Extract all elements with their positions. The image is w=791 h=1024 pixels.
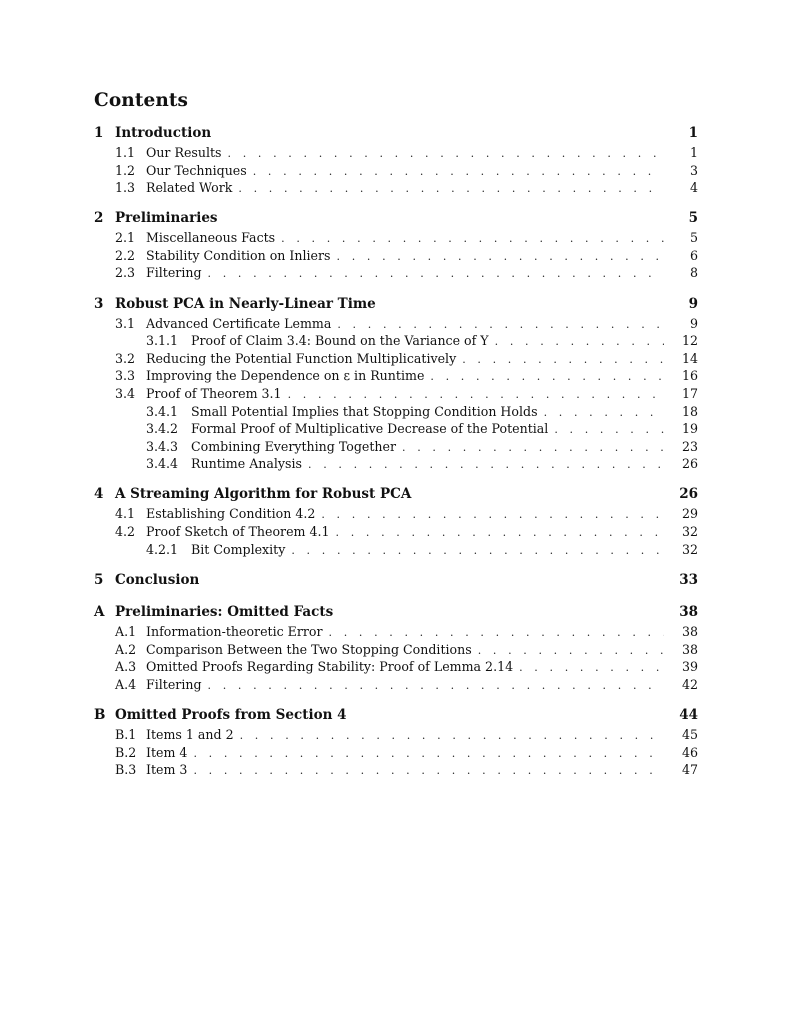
- entry-page-number: 16: [681, 368, 698, 384]
- entry-title: Items 1 and 2: [146, 727, 234, 743]
- entry-number: 1.3: [115, 180, 136, 196]
- toc-entry-subsection[interactable]: [94, 727, 698, 745]
- entry-page-number: 14: [681, 350, 698, 366]
- entry-title: Filtering: [146, 265, 202, 281]
- toc-section-1: [94, 125, 698, 198]
- entry-title: Runtime Analysis: [191, 456, 303, 472]
- entry-page-number: 8: [689, 265, 698, 281]
- toc-entry-section[interactable]: [94, 296, 698, 316]
- toc-entry-section[interactable]: [94, 707, 698, 727]
- entry-title: Information-theoretic Error: [146, 624, 323, 640]
- entry-page-number: 12: [681, 333, 698, 349]
- toc-entry-subsection[interactable]: [94, 506, 698, 524]
- section-page-number: 9: [688, 295, 698, 312]
- toc-entry-subsection[interactable]: [94, 762, 698, 780]
- section-number: 3: [94, 295, 104, 312]
- toc-entry-section[interactable]: [94, 486, 698, 506]
- entry-title: Improving the Dependence on ε in Runtime: [146, 368, 425, 384]
- entry-number: 3.4.4: [146, 456, 179, 472]
- entry-title: Omitted Proofs Regarding Stability: Proof of Lemma 2.14: [146, 659, 514, 675]
- section-number: B: [94, 707, 106, 724]
- section-title: Introduction: [115, 125, 212, 141]
- toc-entry-subsection[interactable]: [94, 386, 698, 404]
- entry-title: Small Potential Implies that Stopping Condition Holds: [191, 403, 538, 419]
- entry-title: Related Work: [146, 180, 233, 196]
- dot-leader: [238, 182, 664, 195]
- toc-entry-subsection[interactable]: [94, 145, 698, 163]
- toc-entry-subsection[interactable]: [94, 351, 698, 369]
- entry-title: Comparison Between the Two Stopping Conditions: [146, 641, 472, 657]
- toc-entry-subsection[interactable]: [94, 316, 698, 334]
- entry-number: 3.4.3: [146, 438, 179, 454]
- section-page-number: 26: [679, 486, 698, 503]
- section-number: 2: [94, 210, 104, 227]
- dot-leader: [193, 764, 664, 777]
- toc-section-4: [94, 486, 698, 559]
- toc-entry-subsection[interactable]: [94, 745, 698, 763]
- entry-page-number: 4: [689, 180, 698, 196]
- section-number: 1: [94, 125, 104, 141]
- toc-entry-subsubsection[interactable]: [94, 542, 698, 560]
- toc-entry-subsubsection[interactable]: [94, 456, 698, 474]
- entry-title: Proof of Theorem 3.1: [146, 385, 282, 401]
- entry-number: 2.2: [115, 247, 136, 263]
- entry-number: 3.4.2: [146, 421, 179, 437]
- section-title: Preliminaries: Omitted Facts: [115, 604, 334, 621]
- entry-title: Stability Condition on Inliers: [146, 247, 331, 263]
- dot-leader: [462, 353, 664, 366]
- section-page-number: 33: [679, 571, 698, 588]
- dot-leader: [208, 679, 664, 692]
- table-of-contents: [94, 125, 698, 792]
- section-title: Preliminaries: [115, 210, 218, 227]
- entry-page-number: 38: [681, 624, 698, 640]
- entry-page-number: 9: [689, 315, 698, 331]
- entry-title: Formal Proof of Multiplicative Decrease of the Potential: [191, 421, 549, 437]
- dot-leader: [321, 508, 664, 521]
- dot-leader: [336, 526, 664, 539]
- section-title: Robust PCA in Nearly-Linear Time: [115, 295, 376, 312]
- toc-entry-section[interactable]: [94, 125, 698, 145]
- toc-section-5: [94, 572, 698, 592]
- section-number: 5: [94, 571, 104, 588]
- entry-title: Proof Sketch of Theorem 4.1: [146, 524, 330, 539]
- section-page-number: 5: [688, 210, 698, 227]
- toc-entry-section[interactable]: [94, 604, 698, 624]
- toc-section-2: [94, 210, 698, 283]
- entry-page-number: 6: [689, 247, 698, 263]
- toc-entry-subsubsection[interactable]: [94, 439, 698, 457]
- entry-title: Reducing the Potential Function Multiplicatively: [146, 350, 457, 366]
- toc-entry-subsubsection[interactable]: [94, 333, 698, 351]
- entry-number: A.1: [115, 624, 137, 640]
- entry-page-number: 39: [681, 659, 698, 675]
- entry-number: A.4: [115, 676, 137, 692]
- toc-entry-subsection[interactable]: [94, 524, 698, 542]
- toc-entry-subsection[interactable]: [94, 624, 698, 642]
- entry-title: Advanced Certificate Lemma: [146, 315, 332, 331]
- dot-leader: [193, 747, 664, 760]
- entry-page-number: 17: [681, 385, 698, 401]
- dot-leader: [544, 406, 664, 419]
- dot-leader: [281, 232, 664, 245]
- entry-title: Miscellaneous Facts: [146, 230, 276, 246]
- entry-number: 4.2.1: [146, 541, 179, 557]
- entry-number: 3.4: [115, 385, 136, 401]
- dot-leader: [495, 335, 664, 348]
- entry-page-number: 32: [681, 524, 698, 539]
- entry-number: 1.1: [115, 145, 136, 160]
- toc-entry-subsubsection[interactable]: [94, 421, 698, 439]
- entry-number: B.2: [115, 744, 137, 760]
- dot-leader: [554, 423, 664, 436]
- entry-page-number: 18: [681, 403, 698, 419]
- dot-leader: [288, 388, 664, 401]
- entry-number: 4.1: [115, 506, 136, 522]
- toc-entry-subsection[interactable]: [94, 642, 698, 660]
- toc-entry-subsection[interactable]: [94, 180, 698, 198]
- toc-section-3: [94, 296, 698, 474]
- entry-title: Proof of Claim 3.4: Bound on the Variance of Y: [191, 333, 489, 349]
- entry-number: 4.2: [115, 524, 136, 539]
- dot-leader: [430, 370, 664, 383]
- section-title: Omitted Proofs from Section 4: [115, 707, 347, 724]
- toc-section-b: [94, 707, 698, 780]
- entry-number: B.3: [115, 762, 137, 778]
- entry-number: 1.2: [115, 162, 136, 178]
- entry-page-number: 5: [689, 230, 698, 246]
- entry-number: 3.3: [115, 368, 136, 384]
- entry-page-number: 47: [681, 762, 698, 778]
- toc-entry-subsection[interactable]: [94, 163, 698, 181]
- section-title: Conclusion: [115, 571, 200, 588]
- entry-title: Establishing Condition 4.2: [146, 506, 316, 522]
- dot-leader: [253, 165, 664, 178]
- section-number: A: [94, 604, 105, 621]
- section-page-number: 44: [679, 707, 698, 724]
- toc-entry-subsection[interactable]: [94, 265, 698, 283]
- toc-entry-subsubsection[interactable]: [94, 404, 698, 422]
- dot-leader: [478, 644, 664, 657]
- entry-number: 2.3: [115, 265, 136, 281]
- entry-number: 3.1.1: [146, 333, 179, 349]
- entry-number: 3.2: [115, 350, 136, 366]
- entry-page-number: 29: [681, 506, 698, 522]
- entry-number: 2.1: [115, 230, 136, 246]
- dot-leader: [240, 729, 664, 742]
- entry-number: 3.4.1: [146, 403, 179, 419]
- entry-title: Filtering: [146, 676, 202, 692]
- toc-entry-subsection[interactable]: [94, 248, 698, 266]
- entry-title: Combining Everything Together: [191, 438, 396, 454]
- entry-title: Our Results: [146, 145, 222, 160]
- entry-page-number: 26: [681, 456, 698, 472]
- entry-page-number: 1: [689, 145, 698, 160]
- toc-entry-subsection[interactable]: [94, 230, 698, 248]
- entry-page-number: 42: [681, 676, 698, 692]
- entry-number: A.2: [115, 641, 137, 657]
- entry-number: A.3: [115, 659, 137, 675]
- dot-leader: [519, 661, 664, 674]
- dot-leader: [337, 250, 665, 263]
- entry-page-number: 19: [681, 421, 698, 437]
- entry-title: Bit Complexity: [191, 541, 286, 557]
- entry-title: Item 3: [146, 762, 188, 778]
- section-page-number: 1: [688, 125, 698, 141]
- toc-entry-section[interactable]: [94, 210, 698, 230]
- toc-entry-subsection[interactable]: [94, 677, 698, 695]
- dot-leader: [337, 318, 664, 331]
- section-title: A Streaming Algorithm for Robust PCA: [115, 486, 412, 503]
- entry-number: B.1: [115, 727, 137, 743]
- dot-leader: [291, 544, 664, 557]
- contents-heading: Contents: [94, 90, 189, 111]
- entry-page-number: 45: [681, 727, 698, 743]
- entry-page-number: 32: [681, 541, 698, 557]
- entry-page-number: 38: [681, 641, 698, 657]
- toc-entry-section[interactable]: [94, 572, 698, 592]
- entry-page-number: 23: [681, 438, 698, 454]
- dot-leader: [308, 458, 664, 471]
- dot-leader: [402, 441, 664, 454]
- entry-page-number: 46: [681, 744, 698, 760]
- section-number: 4: [94, 486, 104, 503]
- entry-number: 3.1: [115, 315, 136, 331]
- toc-section-a: [94, 604, 698, 694]
- entry-page-number: 3: [689, 162, 698, 178]
- entry-title: Our Techniques: [146, 162, 247, 178]
- section-page-number: 38: [679, 604, 698, 621]
- dot-leader: [208, 267, 664, 280]
- dot-leader: [228, 147, 664, 160]
- entry-title: Item 4: [146, 744, 188, 760]
- toc-entry-subsection[interactable]: [94, 659, 698, 677]
- toc-entry-subsection[interactable]: [94, 368, 698, 386]
- dot-leader: [329, 626, 665, 639]
